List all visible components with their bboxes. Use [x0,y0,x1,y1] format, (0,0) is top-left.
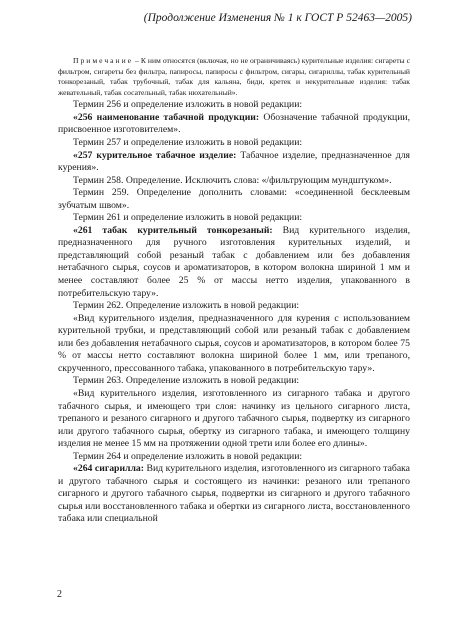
paragraph [58,112,410,137]
paragraph [58,463,410,526]
running-header: (Продолжение Изменения № 1 к ГОСТ Р 52463—2005) [143,12,412,24]
paragraph [58,99,410,112]
paragraph [58,150,410,175]
page-number: 2 [57,589,62,600]
paragraph-text: Обозначение табачной продукции, присвоенное изготовителем». [58,111,411,136]
term-heading: «256 наименование табачной продукции: [73,111,260,123]
term-heading: «257 курительное табачное изделие: [73,149,237,161]
paragraph [58,300,410,313]
paragraph-text: Термин 257 и определение изложить в новой редакции: [73,137,303,149]
note-paragraph [58,56,410,98]
term-heading: «264 сигарилла: [73,463,144,475]
paragraph-text: Термин 261 и определение изложить в новой редакции: [73,212,303,224]
paragraph [58,187,410,212]
paragraph-text: «Вид курительного изделия, изготовленного из сигарного табака и другого табачного сырья, и имеющего три слоя: начинку из цельного сигарного листа, трепаного и резаного сигарного и другого табачного сырья, подвертку из сигарного или другого табачного сырья, обертку из сигарного табака, и имеющего толщину изделия не менее 15 мм на протяжении одной трети или более его длины». [58,387,410,450]
paragraph-text: Термин 259. Определение дополнить словами: «соединенной бесклеевым зубчатым швом». [58,187,410,211]
paragraph-text: Термин 264 и определение изложить в новой редакции: [73,450,303,462]
paragraph [58,375,410,388]
paragraph [58,137,410,150]
paragraph-text: Термин 262. Определение изложить в новой редакции: [73,300,300,312]
note-label: Примечание [73,56,134,65]
paragraph [58,388,410,451]
document-body [58,56,410,526]
paragraph-text: Термин 263. Определение изложить в новой редакции: [73,375,300,387]
paragraph [58,313,410,376]
paragraph [58,175,410,188]
note-text: – К ним относятся (включая, но не ограничиваясь) курительные изделия: сигареты с фильтром, сигареты без фильтра, папиросы, папиросы с фильтром, сигары, сигариллы, табак курительный тонкорезаный, табак трубочный, табак для кальяна, биди, кретек и некурительные изделия: табак жевательный, табак сосательный, табак нюхательный». [58,56,410,97]
paragraph-text: Табачное изделие, предназначенное для курения». [58,149,410,174]
paragraph-text: Вид курительного изделия, изготовленного из сигарного табака и другого табачного сырья и состоящего из начинки: резаного или трепаного сигарного и другого табачного сырья, подвертки из сигарного и другого табачного сырья или восстановленного табака и обертки из сигарного листа, восстановленного табака или специальной [58,463,410,525]
paragraph [58,451,410,464]
paragraph-text: Термин 258. Определение. Исключить слова: «/фильтрующим мундштуком». [73,174,392,186]
paragraph-text: Вид курительного изделия, предназначенного для ручного изготовления курительных изделий, и представляющий собой резаный табак с добавлением или без добавления нетабачного сырья, соусов и ароматизаторов, в котором волокна шириной 1 мм и менее составляют более 25 % от массы нетто изделия, упакованного в потребительскую тару». [58,224,410,299]
paragraph-text: «Вид курительного изделия, предназначенного для курения с использованием курительной трубки, и представляющий собой или резаный табак с добавлением или без добавления нетабачного сырья, соусов и ароматизаторов, в котором более 75 % от массы нетто составляют волокна шириной более 1 мм, или трепаного, скрученного, прессованного табака, упакованного в потребительскую тару». [58,312,410,374]
term-heading: «261 табак курительный тонкорезаный: [73,224,273,236]
paragraph [58,225,410,300]
paragraph [58,212,410,225]
paragraph-text: Термин 256 и определение изложить в новой редакции: [73,99,303,111]
